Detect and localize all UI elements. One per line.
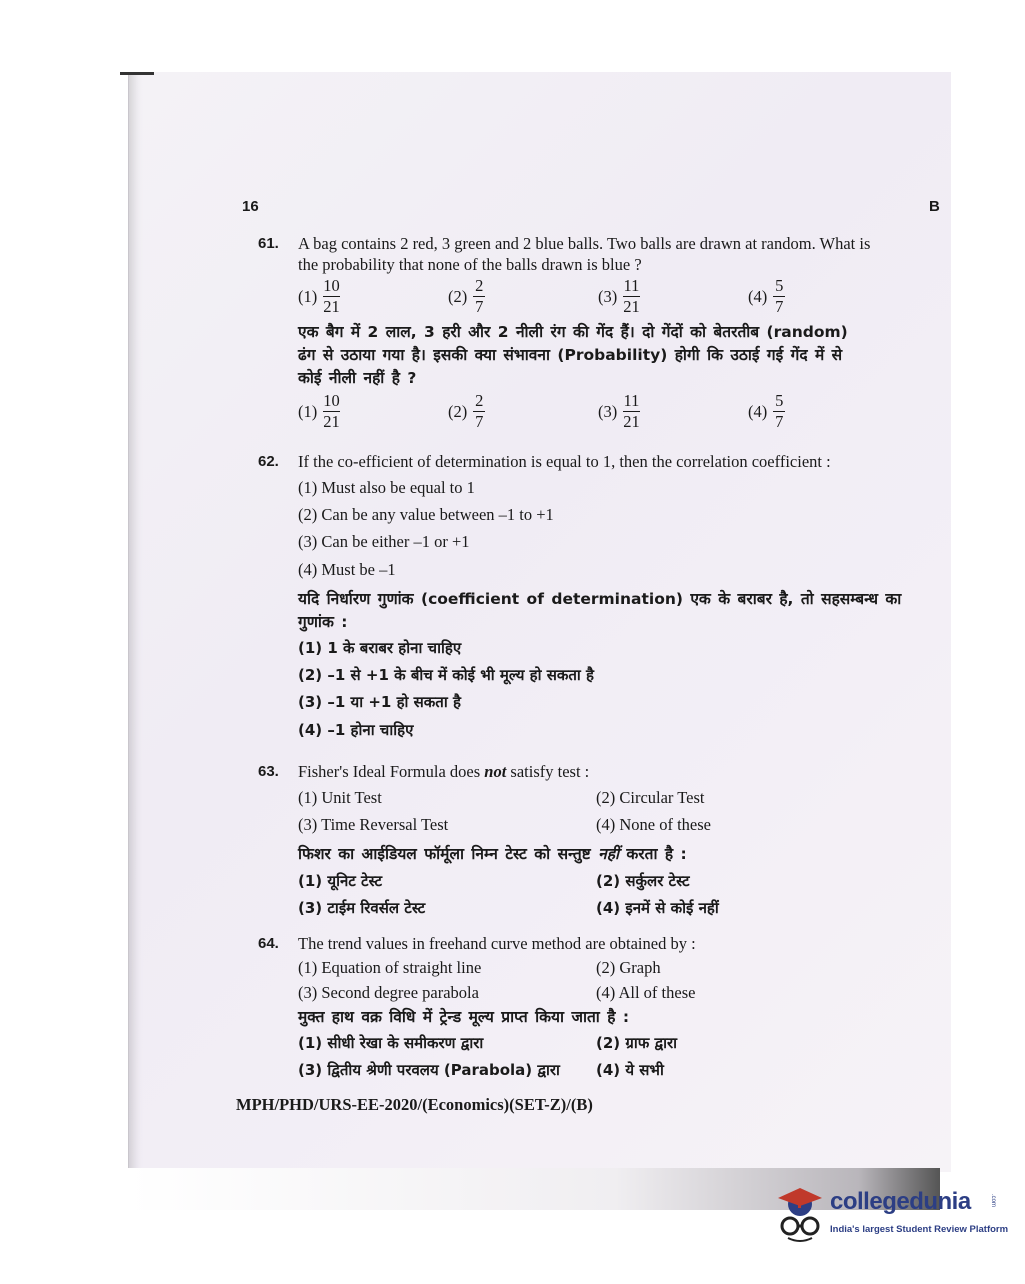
hi-option-1[interactable]: (1) 1 के बराबर होना चाहिए [298,639,462,657]
question-number: 63. [258,763,279,780]
hi-option-2[interactable]: (2) –1 से +1 के बीच में कोई भी मूल्य हो सकता है [298,666,594,684]
hi-option-2[interactable]: (2) ग्राफ द्वारा [596,1034,678,1052]
fraction [773,392,785,431]
hi-option-2[interactable] [448,392,485,431]
question-text-hi-line1: मुक्त हाथ वक्र विधि में ट्रेन्ड मूल्य प्राप्त किया जाता है : [298,1008,630,1026]
option-4[interactable]: (4) All of these [596,983,696,1002]
option-3[interactable]: (3) Second degree parabola [298,983,479,1002]
option-1[interactable]: (1) Unit Test [298,788,382,807]
numerator: 11 [623,391,640,410]
fraction [473,392,485,431]
question-text-hi-line3: कोई नीली नहीं है ? [298,369,417,387]
numerator: 5 [775,276,784,295]
brand-name: collegedunia [830,1188,971,1215]
collegedunia-logo[interactable] [770,1184,1009,1250]
option-1[interactable] [298,277,340,316]
option-1[interactable]: (1) Equation of straight line [298,958,482,977]
option-label: (3) [598,286,618,306]
denominator: 21 [623,297,640,316]
brand-tagline: India's largest Student Review Platform [830,1224,1009,1235]
question-number: 61. [258,235,279,252]
option-2[interactable]: (2) Circular Test [596,788,705,807]
option-3[interactable]: (3) Time Reversal Test [298,815,449,834]
paper-code-footer: MPH/PHD/URS-EE-2020/(Economics)(SET-Z)/(B) [236,1095,593,1114]
numerator: 2 [475,276,484,295]
option-label: (3) [598,401,618,421]
hi-option-3[interactable]: (3) टाईम रिवर्सल टेस्ट [298,899,426,917]
hi-option-4[interactable]: (4) ये सभी [596,1061,664,1079]
hi-option-3[interactable]: (3) –1 या +1 हो सकता है [298,693,461,711]
emphasis-nahi: नहीं [598,845,619,863]
denominator: 7 [475,297,484,316]
question-text-en-line2: the probability that none of the balls drawn is blue ? [298,255,642,274]
hi-option-4[interactable] [748,392,785,431]
fraction [623,392,640,431]
numerator: 2 [475,391,484,410]
fraction [323,392,340,431]
mascot-icon [770,1184,826,1246]
question-text-en-line1: If the co-efficient of determination is equal to 1, then the correlation coefficient : [298,452,831,471]
option-label: (4) [748,401,768,421]
fraction [623,277,640,316]
denominator: 7 [775,412,784,431]
question-text-hi-line2: ढंग से उठाया गया है। इसकी क्या संभावना (Probability) होगी कि उठाई गई गेंद में से [298,346,843,364]
fraction [473,277,485,316]
question-text-hi: फिशर का आईडियल फॉर्मूला निम्न टेस्ट को सन्तुष्ट नहीं करता है : [298,845,687,863]
question-text-en: Fisher's Ideal Formula does not satisfy test : [298,762,590,781]
option-label: (1) [298,286,318,306]
denominator: 7 [775,297,784,316]
hi-option-3[interactable] [598,392,640,431]
option-4[interactable] [748,277,785,316]
hi-option-1[interactable]: (1) यूनिट टेस्ट [298,872,383,890]
hi-option-1[interactable]: (1) सीधी रेखा के समीकरण द्वारा [298,1034,484,1052]
option-label: (2) [448,401,468,421]
numerator: 11 [623,276,640,295]
option-1[interactable]: (1) Must also be equal to 1 [298,478,475,497]
hi-option-3[interactable]: (3) द्वितीय श्रेणी परवलय (Parabola) द्वारा [298,1061,560,1079]
denominator: 21 [323,297,340,316]
brand-domain: .com [990,1194,996,1208]
question-text-hi-line1: एक बैग में 2 लाल, 3 हरी और 2 नीली रंग की गेंद हैं। दो गेंदों को बेतरतीब (random) [298,323,848,341]
question-text-hi-line1: यदि निर्धारण गुणांक (coefficient of determination) एक के बराबर है, तो सहसम्बन्ध का [298,590,902,608]
option-2[interactable]: (2) Can be any value between –1 to +1 [298,505,554,524]
hi-option-1[interactable] [298,392,340,431]
numerator: 5 [775,391,784,410]
denominator: 21 [323,412,340,431]
emphasis-not: not [484,762,507,781]
option-label: (2) [448,286,468,306]
numerator: 10 [323,276,340,295]
fraction [323,277,340,316]
hi-option-4[interactable]: (4) –1 होना चाहिए [298,721,414,739]
option-4[interactable]: (4) None of these [596,815,712,834]
option-label: (4) [748,286,768,306]
option-2[interactable] [448,277,485,316]
question-text-en-line1: The trend values in freehand curve method are obtained by : [298,934,696,953]
question-text-en-line1: A bag contains 2 red, 3 green and 2 blue balls. Two balls are drawn at random. What is [298,234,871,253]
question-number: 64. [258,935,279,952]
page-number: 16 [242,198,259,215]
fraction [773,277,785,316]
numerator: 10 [323,391,340,410]
option-3[interactable] [598,277,640,316]
set-letter: B [929,198,940,215]
option-label: (1) [298,401,318,421]
denominator: 21 [623,412,640,431]
option-3[interactable]: (3) Can be either –1 or +1 [298,532,470,551]
question-text-hi-line2: गुणांक : [298,613,348,631]
option-4[interactable]: (4) Must be –1 [298,560,396,579]
hi-option-2[interactable]: (2) सर्कुलर टेस्ट [596,872,690,890]
sheet-edge-mark [120,72,154,75]
option-2[interactable]: (2) Graph [596,958,661,977]
question-number: 62. [258,453,279,470]
denominator: 7 [475,412,484,431]
hi-option-4[interactable]: (4) इनमें से कोई नहीं [596,899,719,917]
